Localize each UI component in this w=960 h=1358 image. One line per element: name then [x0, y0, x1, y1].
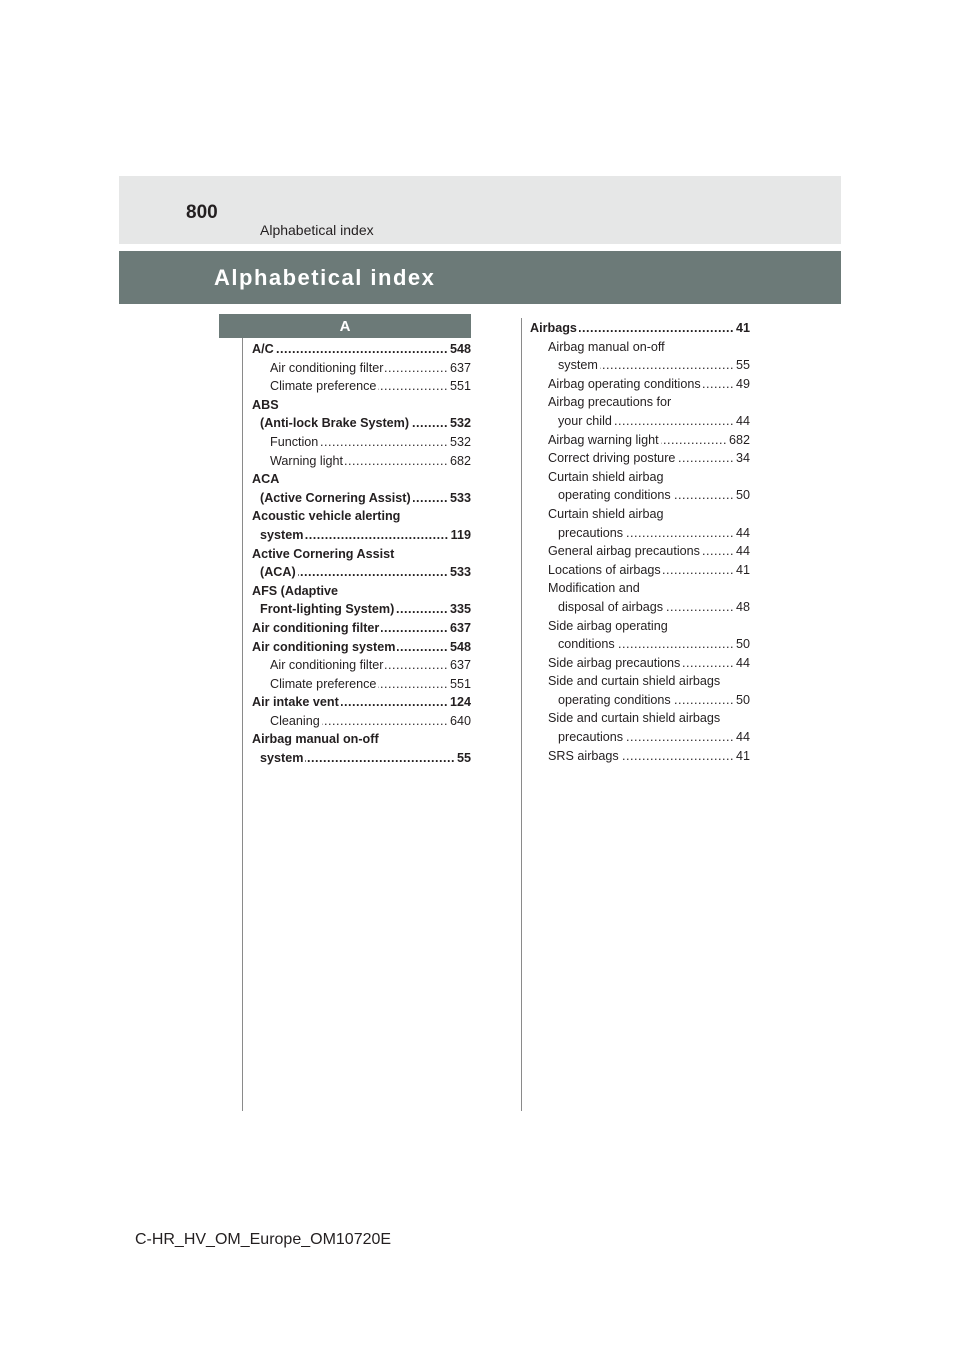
index-entry-text: Airbag manual on-off [548, 339, 665, 354]
index-page-reference: 50 [735, 637, 750, 652]
index-entry-text: Airbag operating conditions [548, 376, 701, 391]
index-entry-text: precautions [558, 730, 624, 745]
index-entry [252, 433, 471, 452]
index-entry-text: Active Cornering Assist [252, 546, 395, 561]
dot-leader [665, 598, 734, 617]
index-page-reference: 533 [449, 565, 471, 580]
dot-leader [385, 359, 448, 378]
index-page-reference: 44 [735, 413, 750, 428]
index-entry [530, 393, 750, 412]
index-page-reference: 682 [449, 453, 471, 468]
dot-leader [682, 654, 734, 673]
index-entry-text: General airbag precautions [548, 544, 700, 559]
dot-leader [305, 526, 448, 545]
index-entry-text: Side airbag operating [548, 618, 668, 633]
index-page-reference: 50 [735, 692, 750, 707]
index-entry [530, 617, 750, 636]
dot-leader [397, 638, 448, 657]
index-entry-text: Air conditioning filter [270, 360, 384, 375]
index-page-reference: 533 [449, 490, 471, 505]
dot-leader [621, 747, 734, 766]
index-entry [530, 505, 750, 524]
index-entry-text: Air conditioning filter [252, 620, 380, 635]
running-header [119, 176, 841, 244]
index-entry-text: system [260, 751, 304, 766]
dot-leader [385, 656, 448, 675]
index-column-left [252, 340, 471, 768]
index-entry-text: (ACA) [260, 565, 296, 580]
index-entry [530, 431, 750, 450]
index-entry-text: Airbag precautions for [548, 395, 672, 410]
index-entry [252, 359, 471, 378]
index-entry-text: Correct driving posture [548, 451, 676, 466]
index-page-reference: 34 [735, 451, 750, 466]
index-entry [252, 600, 471, 619]
index-entry-text: Cleaning [270, 713, 320, 728]
index-page-reference: 548 [449, 639, 471, 654]
index-page-reference: 44 [735, 730, 750, 745]
index-page-reference: 41 [735, 562, 750, 577]
title-banner [119, 251, 841, 304]
dot-leader [625, 524, 734, 543]
index-entry [252, 526, 471, 545]
document-code-footer: C-HR_HV_OM_Europe_OM10720E [134, 1231, 392, 1248]
index-entry-text: Function [270, 434, 319, 449]
dot-leader [617, 635, 734, 654]
index-entry [530, 747, 750, 766]
index-entry-text: ACA [252, 472, 280, 487]
index-entry-text: Air intake vent [252, 695, 339, 710]
index-entry-text: Airbag warning light [548, 432, 659, 447]
index-entry [530, 635, 750, 654]
index-entry-text: Side and curtain shield airbags [548, 674, 721, 689]
index-entry-text: Climate preference [270, 379, 377, 394]
index-entry-text: Warning light [270, 453, 344, 468]
index-entry [252, 730, 471, 749]
index-entry-text: system [558, 358, 598, 373]
index-entry-text: (Active Cornering Assist) [260, 490, 411, 505]
index-page-reference: 41 [735, 321, 750, 335]
dot-leader [702, 542, 734, 561]
index-entry-text: operating conditions [558, 488, 671, 503]
index-entry [530, 672, 750, 691]
index-entry [252, 340, 471, 359]
index-entry [252, 712, 471, 731]
index-entry-text: Modification and [548, 581, 640, 596]
index-letter-heading: A [219, 314, 471, 338]
dot-leader [614, 412, 734, 431]
right-column-divider [521, 318, 522, 1111]
dot-leader [378, 377, 448, 396]
index-entry [530, 598, 750, 617]
dot-leader [276, 340, 448, 359]
index-page-reference: 119 [450, 527, 471, 542]
index-entry-text: Side airbag precautions [548, 655, 681, 670]
dot-leader [677, 449, 734, 468]
index-page-reference: 50 [735, 488, 750, 503]
index-page-reference: 682 [728, 432, 750, 447]
index-entry [252, 582, 471, 601]
index-entry [530, 524, 750, 543]
index-entry-text: ABS [252, 397, 279, 412]
index-entry [530, 709, 750, 728]
index-page-reference: 41 [735, 748, 750, 763]
index-entry [530, 412, 750, 431]
index-page-reference: 551 [449, 676, 471, 691]
index-page-reference: 44 [735, 655, 750, 670]
index-entry-text: Airbags [530, 321, 577, 335]
dot-leader [411, 414, 448, 433]
index-entry-text: disposal of airbags [558, 599, 664, 614]
index-entry [252, 489, 471, 508]
index-page-reference: 44 [735, 544, 750, 559]
index-entry [252, 638, 471, 657]
index-entry-text: operating conditions [558, 692, 671, 707]
index-entry [252, 507, 471, 526]
index-page-reference: 637 [449, 360, 471, 375]
index-entry-text: Curtain shield airbag [548, 469, 664, 484]
index-page-reference: 55 [735, 358, 750, 373]
index-page-reference: 637 [449, 658, 471, 673]
index-entry [252, 396, 471, 415]
index-entry-text: (Anti-lock Brake System) [260, 416, 410, 431]
index-entry [252, 656, 471, 675]
index-entry [252, 693, 471, 712]
index-entry-text: Air conditioning system [252, 639, 396, 654]
index-entry-text: Acoustic vehicle alerting [252, 509, 401, 524]
dot-leader [305, 749, 455, 768]
index-entry-text: Curtain shield airbag [548, 506, 664, 521]
index-entry-text: Locations of airbags [548, 562, 661, 577]
index-entry [530, 468, 750, 487]
index-page-reference: 335 [449, 602, 471, 617]
index-page-reference: 637 [449, 620, 471, 635]
index-entry-text: A/C [252, 342, 274, 356]
index-page-reference: 532 [449, 416, 471, 431]
index-entry-text: conditions [558, 637, 615, 652]
index-entry-text: your child [558, 413, 612, 428]
dot-leader [378, 675, 448, 694]
index-entry [252, 563, 471, 582]
index-page-reference: 548 [449, 342, 471, 356]
index-entry-text: system [260, 527, 304, 542]
index-entry [530, 691, 750, 710]
index-page-reference: 532 [449, 434, 471, 449]
index-entry [252, 470, 471, 489]
index-entry-text: SRS airbags [548, 748, 619, 763]
index-entry-text: AFS (Adaptive [252, 583, 339, 598]
index-entry [252, 377, 471, 396]
index-entry [530, 542, 750, 561]
index-entry [530, 728, 750, 747]
dot-leader [600, 356, 734, 375]
running-header-title: Alphabetical index [260, 222, 374, 238]
dot-leader [413, 489, 448, 508]
index-entry [530, 561, 750, 580]
index-column-right [530, 319, 750, 765]
index-entry [252, 749, 471, 768]
page-title: Alphabetical index [214, 264, 436, 290]
dot-leader [673, 486, 734, 505]
dot-leader [381, 619, 448, 638]
page-number: 800 [186, 202, 218, 223]
index-entry [252, 414, 471, 433]
dot-leader [298, 563, 448, 582]
index-page-reference: 551 [449, 379, 471, 394]
index-entry-text: Side and curtain shield airbags [548, 711, 721, 726]
index-entry [530, 375, 750, 394]
index-page-reference: 44 [735, 525, 750, 540]
index-entry [252, 545, 471, 564]
dot-leader [396, 600, 448, 619]
index-page-reference: 124 [449, 695, 471, 710]
dot-leader [320, 433, 448, 452]
index-entry-text: precautions [558, 525, 624, 540]
index-entry [252, 619, 471, 638]
index-entry [530, 654, 750, 673]
index-page-reference: 49 [735, 376, 750, 391]
dot-leader [341, 693, 448, 712]
dot-leader [703, 375, 734, 394]
index-page-reference: 640 [449, 713, 471, 728]
dot-leader [673, 691, 734, 710]
index-entry [252, 675, 471, 694]
left-column-divider [242, 338, 243, 1111]
index-entry [252, 452, 471, 471]
dot-leader [579, 319, 734, 338]
index-entry [530, 338, 750, 357]
dot-leader [661, 431, 727, 450]
index-entry [530, 319, 750, 338]
index-entry [530, 579, 750, 598]
index-page-reference: 48 [735, 599, 750, 614]
index-entry [530, 486, 750, 505]
index-entry [530, 449, 750, 468]
index-entry-text: Air conditioning filter [270, 658, 384, 673]
index-entry-text: Front-lighting System) [260, 602, 395, 617]
index-entry [530, 356, 750, 375]
index-entry-text: Climate preference [270, 676, 377, 691]
index-entry-text: Airbag manual on-off [252, 732, 379, 747]
dot-leader [345, 452, 448, 471]
dot-leader [322, 712, 448, 731]
dot-leader [663, 561, 734, 580]
dot-leader [625, 728, 734, 747]
index-page-reference: 55 [456, 751, 471, 766]
